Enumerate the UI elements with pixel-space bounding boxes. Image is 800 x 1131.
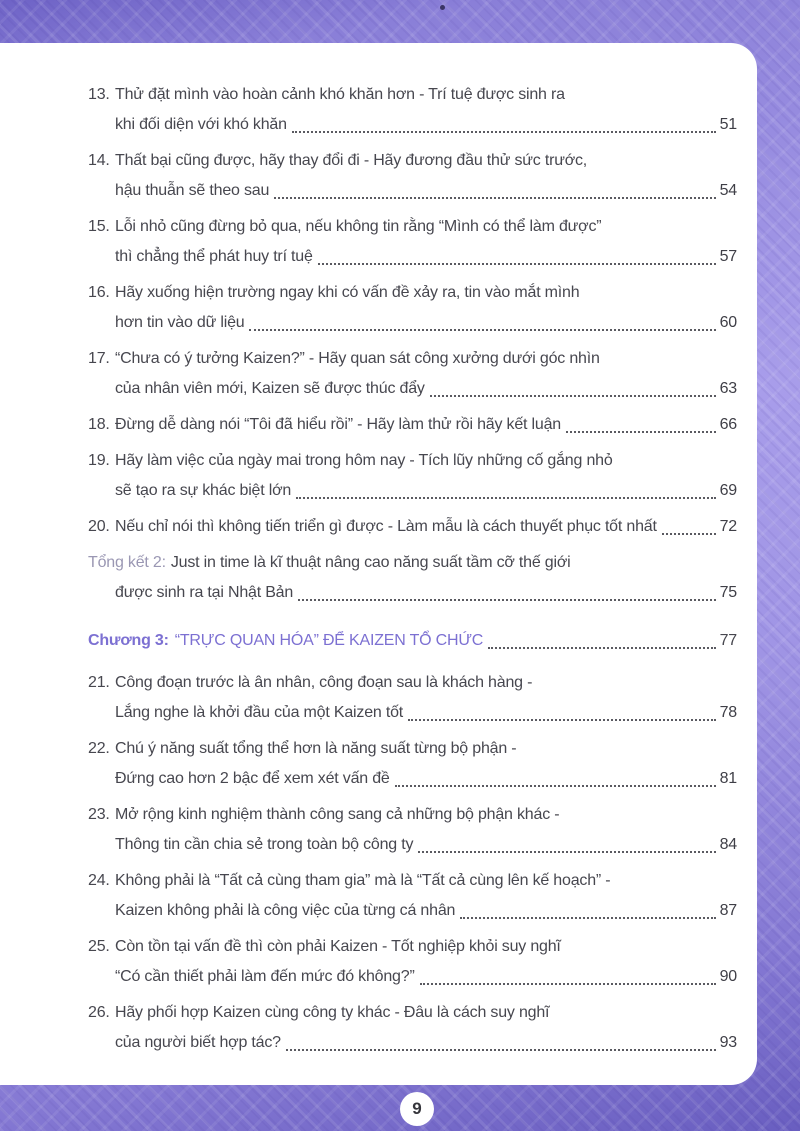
entry-line (115, 374, 737, 404)
entry-prefix: Tổng kết 2: (88, 554, 166, 571)
entry-number: 23. (88, 806, 110, 823)
entry-line (115, 734, 737, 764)
dot-leader (420, 983, 716, 985)
entry-number: 21. (88, 674, 110, 691)
entry-text: Lỗi nhỏ cũng đừng bỏ qua, nếu không tin rằng “Mình có thể làm được” (115, 218, 602, 235)
entry-page-number: 60 (719, 314, 737, 331)
entry-line (115, 446, 737, 476)
entry-text: Công đoạn trước là ân nhân, công đoạn sau là khách hàng - (115, 674, 533, 691)
entry-text: Hãy phối hợp Kaizen cùng công ty khác - Đâu là cách suy nghĩ (115, 1004, 550, 1021)
entry-page-number: 81 (719, 770, 737, 787)
entry-prefix: Chương 3: (88, 632, 169, 649)
entry-page-number: 84 (719, 836, 737, 853)
toc-entry-22 (88, 734, 737, 794)
entry-page-number: 75 (719, 584, 737, 601)
entry-number: 22. (88, 740, 110, 757)
entry-line (115, 242, 737, 272)
dot-leader (286, 1049, 716, 1051)
entry-line (115, 866, 737, 896)
entry-line (115, 764, 737, 794)
entry-text: Nếu chỉ nói thì không tiến triển gì được - Làm mẫu là cách thuyết phục tốt nhất (115, 518, 657, 535)
dot-leader (318, 263, 716, 265)
entry-line (115, 698, 737, 728)
entry-number: 17. (88, 350, 110, 367)
entry-text: Thất bại cũng được, hãy thay đổi đi - Hãy đương đầu thử sức trước, (115, 152, 588, 169)
entry-page-number: 90 (719, 968, 737, 985)
entry-page-number: 63 (719, 380, 737, 397)
entry-text: sẽ tạo ra sự khác biệt lớn (115, 482, 292, 499)
entry-page-number: 69 (719, 482, 737, 499)
entry-line (115, 932, 737, 962)
entry-text: hậu thuẫn sẽ theo sau (115, 182, 270, 199)
entry-text: Hãy làm việc của ngày mai trong hôm nay - Tích lũy những cố gắng nhỏ (115, 452, 613, 469)
entry-text: “TRỰC QUAN HÓA” ĐỂ KAIZEN TỔ CHỨC (174, 632, 484, 649)
entry-page-number: 93 (719, 1034, 737, 1051)
entry-number: 26. (88, 1004, 110, 1021)
entry-line (115, 830, 737, 860)
table-of-contents (0, 43, 757, 1058)
toc-entry-14 (88, 146, 737, 206)
entry-line (115, 146, 737, 176)
dot-leader (418, 851, 715, 853)
entry-line (115, 410, 737, 440)
entry-line (115, 512, 737, 542)
toc-entry-25 (88, 932, 737, 992)
entry-text: Đứng cao hơn 2 bậc để xem xét vấn đề (115, 770, 390, 787)
entry-line (88, 548, 737, 578)
ink-speck (440, 5, 445, 10)
entry-page-number: 72 (719, 518, 737, 535)
entry-line (88, 626, 737, 656)
entry-text: hơn tin vào dữ liệu (115, 314, 245, 331)
entry-text: “Có cần thiết phải làm đến mức đó không?” (115, 968, 415, 985)
toc-entry-24 (88, 866, 737, 926)
entry-text: Đừng dễ dàng nói “Tôi đã hiểu rồi” - Hãy làm thử rồi hãy kết luận (115, 416, 561, 433)
toc-entry-15 (88, 212, 737, 272)
entry-text: Còn tồn tại vấn đề thì còn phải Kaizen - Tốt nghiệp khỏi suy nghĩ (115, 938, 561, 955)
dot-leader (460, 917, 715, 919)
entry-text: của người biết hợp tác? (115, 1034, 281, 1051)
entry-line (115, 668, 737, 698)
toc-entry-26 (88, 998, 737, 1058)
entry-page-number: 51 (719, 116, 737, 133)
toc-entry-23 (88, 800, 737, 860)
entry-number: 16. (88, 284, 110, 301)
dot-leader (249, 329, 715, 331)
entry-line (115, 344, 737, 374)
entry-text: của nhân viên mới, Kaizen sẽ được thúc đẩy (115, 380, 425, 397)
entry-line (115, 896, 737, 926)
page-number: 9 (412, 1099, 422, 1118)
entry-text: Chú ý năng suất tổng thể hơn là năng suất từng bộ phận - (115, 740, 517, 757)
entry-text: được sinh ra tại Nhật Bản (115, 584, 294, 601)
entry-number: 24. (88, 872, 110, 889)
entry-page-number: 78 (719, 704, 737, 721)
entry-number: 13. (88, 86, 110, 103)
toc-entry-19 (88, 446, 737, 506)
entry-number: 15. (88, 218, 110, 235)
entry-line (115, 1028, 737, 1058)
toc-entry-18 (88, 410, 737, 440)
entry-number: 20. (88, 518, 110, 535)
entry-text: Thông tin cần chia sẻ trong toàn bộ công ty (115, 836, 414, 853)
toc-entry-16 (88, 278, 737, 338)
entry-text: “Chưa có ý tưởng Kaizen?” - Hãy quan sát công xưởng dưới góc nhìn (115, 350, 600, 367)
entry-line (115, 80, 737, 110)
entry-line (115, 476, 737, 506)
entry-text: Kaizen không phải là công việc của từng cá nhân (115, 902, 456, 919)
entry-page-number: 87 (719, 902, 737, 919)
entry-line (115, 176, 737, 206)
entry-line (115, 578, 737, 608)
entry-text: Thử đặt mình vào hoàn cảnh khó khăn hơn - Trí tuệ được sinh ra (115, 86, 565, 103)
entry-line (115, 962, 737, 992)
toc-entry-20 (88, 512, 737, 542)
toc-entry-chapter (88, 626, 737, 656)
entry-line (115, 800, 737, 830)
entry-number: 25. (88, 938, 110, 955)
page-number-badge (400, 1092, 434, 1126)
entry-page-number: 57 (719, 248, 737, 265)
entry-number: 18. (88, 416, 110, 433)
entry-text: Không phải là “Tất cả cùng tham gia” mà là “Tất cả cùng lên kế hoạch” - (115, 872, 611, 889)
entry-text: Mở rộng kinh nghiệm thành công sang cả những bộ phận khác - (115, 806, 560, 823)
dot-leader (296, 497, 716, 499)
entry-page-number: 54 (719, 182, 737, 199)
dot-leader (430, 395, 716, 397)
entry-line (115, 212, 737, 242)
dot-leader (292, 131, 716, 133)
toc-entry-13 (88, 80, 737, 140)
dot-leader (488, 647, 715, 649)
entry-text: khi đối diện với khó khăn (115, 116, 287, 133)
entry-number: 19. (88, 452, 110, 469)
entry-line (115, 110, 737, 140)
entry-page-number: 66 (719, 416, 737, 433)
entry-text: Just in time là kĩ thuật nâng cao năng suất tầm cỡ thế giới (170, 554, 571, 571)
toc-entry-summary (88, 548, 737, 608)
entry-text: thì chẳng thể phát huy trí tuệ (115, 248, 313, 265)
dot-leader (408, 719, 716, 721)
dot-leader (274, 197, 715, 199)
entry-text: Hãy xuống hiện trường ngay khi có vấn đề xảy ra, tin vào mắt mình (115, 284, 580, 301)
toc-entry-21 (88, 668, 737, 728)
dot-leader (298, 599, 716, 601)
dot-leader (566, 431, 716, 433)
entry-number: 14. (88, 152, 110, 169)
entry-text: Lắng nghe là khởi đầu của một Kaizen tốt (115, 704, 404, 721)
entry-line (115, 308, 737, 338)
toc-page (0, 43, 757, 1085)
toc-entry-17 (88, 344, 737, 404)
entry-page-number: 77 (719, 632, 737, 649)
entry-line (115, 278, 737, 308)
dot-leader (662, 533, 716, 535)
dot-leader (395, 785, 716, 787)
entry-line (115, 998, 737, 1028)
